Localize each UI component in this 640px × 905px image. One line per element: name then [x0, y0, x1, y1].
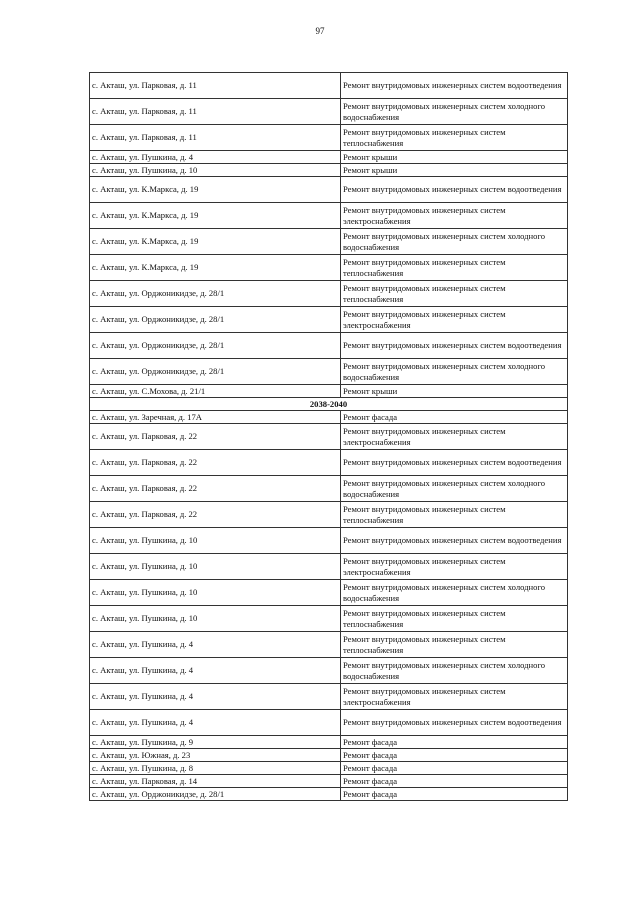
work-type-cell: Ремонт внутридомовых инженерных систем электроснабжения — [341, 203, 568, 229]
work-type-cell: Ремонт внутридомовых инженерных систем холодного водоснабжения — [341, 658, 568, 684]
table-row — [90, 151, 568, 164]
table-row — [90, 333, 568, 359]
work-type-cell: Ремонт внутридомовых инженерных систем водоотведения — [341, 710, 568, 736]
table-row — [90, 424, 568, 450]
work-type-cell: Ремонт внутридомовых инженерных систем теплоснабжения — [341, 632, 568, 658]
address-cell: с. Акташ, ул. К.Маркса, д. 19 — [90, 229, 341, 255]
work-type-cell: Ремонт внутридомовых инженерных систем электроснабжения — [341, 307, 568, 333]
table-row — [90, 684, 568, 710]
work-type-cell: Ремонт внутридомовых инженерных систем холодного водоснабжения — [341, 229, 568, 255]
address-cell: с. Акташ, ул. Южная, д. 23 — [90, 749, 341, 762]
work-type-cell: Ремонт внутридомовых инженерных систем теплоснабжения — [341, 502, 568, 528]
work-type-cell: Ремонт фасада — [341, 788, 568, 801]
table-row — [90, 788, 568, 801]
work-type-cell: Ремонт фасада — [341, 749, 568, 762]
work-type-cell: Ремонт внутридомовых инженерных систем электроснабжения — [341, 424, 568, 450]
work-type-cell: Ремонт внутридомовых инженерных систем холодного водоснабжения — [341, 476, 568, 502]
work-type-cell: Ремонт внутридомовых инженерных систем холодного водоснабжения — [341, 580, 568, 606]
works-table — [89, 72, 568, 801]
address-cell: с. Акташ, ул. Парковая, д. 14 — [90, 775, 341, 788]
work-type-cell: Ремонт фасада — [341, 736, 568, 749]
table-row — [90, 632, 568, 658]
address-cell: с. Акташ, ул. К.Маркса, д. 19 — [90, 203, 341, 229]
table-row — [90, 359, 568, 385]
address-cell: с. Акташ, ул. Пушкина, д. 10 — [90, 606, 341, 632]
page-number: 97 — [315, 26, 325, 36]
table-row — [90, 411, 568, 424]
table-row — [90, 554, 568, 580]
table-row — [90, 710, 568, 736]
address-cell: с. Акташ, ул. Пушкина, д. 10 — [90, 554, 341, 580]
address-cell: с. Акташ, ул. Орджоникидзе, д. 28/1 — [90, 333, 341, 359]
table-row — [90, 73, 568, 99]
address-cell: с. Акташ, ул. Пушкина, д. 4 — [90, 632, 341, 658]
table-row — [90, 307, 568, 333]
table-row — [90, 528, 568, 554]
address-cell: с. Акташ, ул. Парковая, д. 11 — [90, 99, 341, 125]
address-cell: с. Акташ, ул. Пушкина, д. 4 — [90, 658, 341, 684]
works-table-body — [90, 73, 568, 801]
address-cell: с. Акташ, ул. К.Маркса, д. 19 — [90, 177, 341, 203]
work-type-cell: Ремонт внутридомовых инженерных систем холодного водоснабжения — [341, 359, 568, 385]
address-cell: с. Акташ, ул. Пушкина, д. 4 — [90, 710, 341, 736]
work-type-cell: Ремонт внутридомовых инженерных систем теплоснабжения — [341, 255, 568, 281]
table-row — [90, 229, 568, 255]
work-type-cell: Ремонт внутридомовых инженерных систем водоотведения — [341, 528, 568, 554]
table-row — [90, 385, 568, 398]
work-type-cell: Ремонт внутридомовых инженерных систем теплоснабжения — [341, 125, 568, 151]
address-cell: с. Акташ, ул. Пушкина, д. 8 — [90, 762, 341, 775]
address-cell: с. Акташ, ул. Пушкина, д. 4 — [90, 151, 341, 164]
work-type-cell: Ремонт крыши — [341, 151, 568, 164]
work-type-cell: Ремонт внутридомовых инженерных систем водоотведения — [341, 450, 568, 476]
period-heading: 2038-2040 — [90, 398, 568, 411]
work-type-cell: Ремонт внутридомовых инженерных систем теплоснабжения — [341, 606, 568, 632]
address-cell: с. Акташ, ул. К.Маркса, д. 19 — [90, 255, 341, 281]
period-section-row — [90, 398, 568, 411]
work-type-cell: Ремонт фасада — [341, 762, 568, 775]
address-cell: с. Акташ, ул. Орджоникидзе, д. 28/1 — [90, 281, 341, 307]
work-type-cell: Ремонт фасада — [341, 411, 568, 424]
address-cell: с. Акташ, ул. Заречная, д. 17А — [90, 411, 341, 424]
table-row — [90, 580, 568, 606]
table-row — [90, 164, 568, 177]
address-cell: с. Акташ, ул. Орджоникидзе, д. 28/1 — [90, 788, 341, 801]
table-row — [90, 606, 568, 632]
table-row — [90, 749, 568, 762]
address-cell: с. Акташ, ул. Пушкина, д. 10 — [90, 528, 341, 554]
address-cell: с. Акташ, ул. Пушкина, д. 9 — [90, 736, 341, 749]
address-cell: с. Акташ, ул. Парковая, д. 11 — [90, 125, 341, 151]
work-type-cell: Ремонт крыши — [341, 164, 568, 177]
address-cell: с. Акташ, ул. Парковая, д. 22 — [90, 476, 341, 502]
work-type-cell: Ремонт внутридомовых инженерных систем водоотведения — [341, 73, 568, 99]
address-cell: с. Акташ, ул. Парковая, д. 22 — [90, 424, 341, 450]
table-row — [90, 255, 568, 281]
table-row — [90, 125, 568, 151]
table-row — [90, 450, 568, 476]
work-type-cell: Ремонт внутридомовых инженерных систем водоотведения — [341, 333, 568, 359]
address-cell: с. Акташ, ул. Орджоникидзе, д. 28/1 — [90, 307, 341, 333]
table-row — [90, 476, 568, 502]
address-cell: с. Акташ, ул. Парковая, д. 22 — [90, 450, 341, 476]
address-cell: с. Акташ, ул. Пушкина, д. 10 — [90, 164, 341, 177]
work-type-cell: Ремонт фасада — [341, 775, 568, 788]
address-cell: с. Акташ, ул. Парковая, д. 22 — [90, 502, 341, 528]
table-row — [90, 99, 568, 125]
work-type-cell: Ремонт внутридомовых инженерных систем электроснабжения — [341, 684, 568, 710]
table-row — [90, 502, 568, 528]
table-row — [90, 762, 568, 775]
table-row — [90, 775, 568, 788]
work-type-cell: Ремонт внутридомовых инженерных систем водоотведения — [341, 177, 568, 203]
table-row — [90, 203, 568, 229]
work-type-cell: Ремонт внутридомовых инженерных систем холодного водоснабжения — [341, 99, 568, 125]
work-type-cell: Ремонт внутридомовых инженерных систем электроснабжения — [341, 554, 568, 580]
address-cell: с. Акташ, ул. С.Мохова, д. 21/1 — [90, 385, 341, 398]
address-cell: с. Акташ, ул. Пушкина, д. 4 — [90, 684, 341, 710]
table-row — [90, 177, 568, 203]
table-row — [90, 658, 568, 684]
work-type-cell: Ремонт крыши — [341, 385, 568, 398]
address-cell: с. Акташ, ул. Парковая, д. 11 — [90, 73, 341, 99]
address-cell: с. Акташ, ул. Орджоникидзе, д. 28/1 — [90, 359, 341, 385]
table-row — [90, 281, 568, 307]
table-row — [90, 736, 568, 749]
address-cell: с. Акташ, ул. Пушкина, д. 10 — [90, 580, 341, 606]
work-type-cell: Ремонт внутридомовых инженерных систем теплоснабжения — [341, 281, 568, 307]
